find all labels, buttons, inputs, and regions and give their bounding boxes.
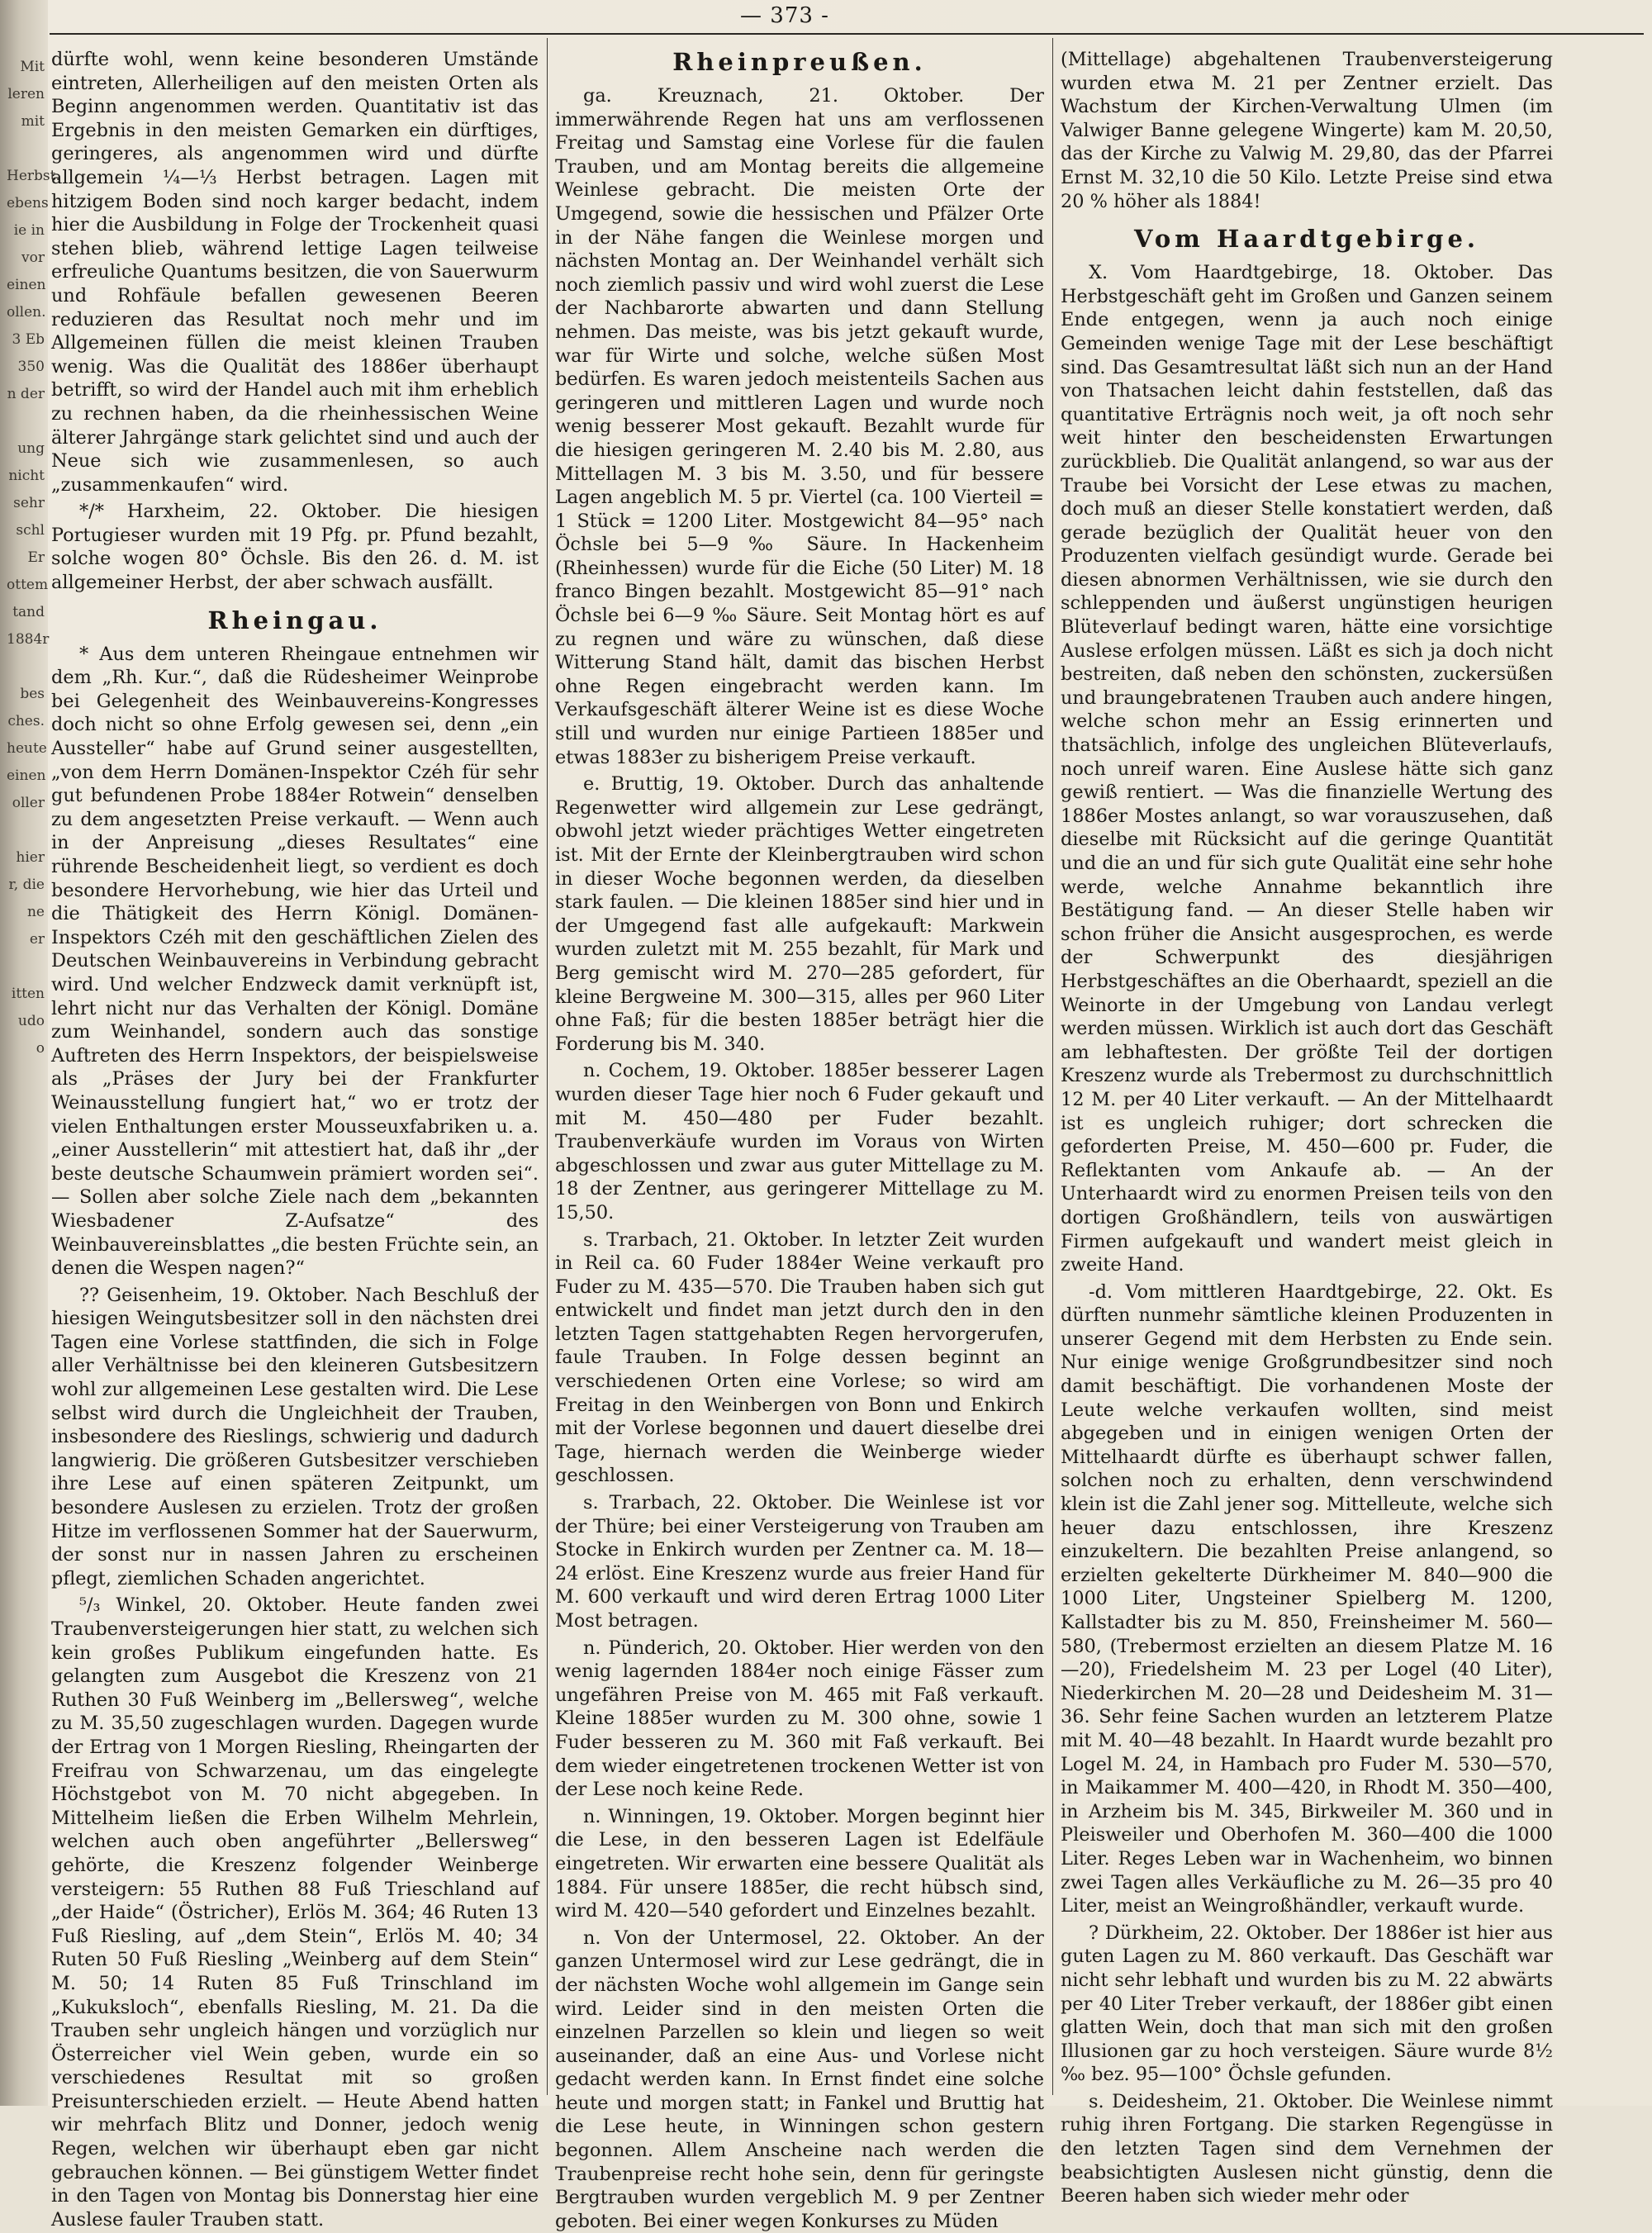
gutter-fragment: schl [16, 522, 45, 539]
article-paragraph: * Aus dem unteren Rheingaue entnehmen wir dem „Rh. Kur.“, daß die Rüdesheimer Weinprobe bei Gelegenheit des Weinbauvereins-Kongresses doch nicht so ohne Erfolg gewesen sei, denn „ein Aussteller“ habe auf Grund seiner ausgestellten, „von dem Herrn Domänen-Inspektor Czéh für sehr gut befundenen Probe 1884er Rotwein“ denselben zu dem angesetzten Preise verkauft. — Wenn auch in der Anpreisung „dieses Resultates“ eine rührende Bescheidenheit liegt, so verdient es doch besondere Hervorhebung, wie hier das Urteil und die Thätigkeit des Herrn Königl. Domänen-Inspektors Czéh mit den geschäftlichen Zielen des Deutschen Weinbauvereins in Verbindung gebracht wird. Und welcher Endzweck damit verknüpft ist, lehrt nicht nur das Verhalten der Königl. Domäne zum Weinhandel, sondern auch das sonstige Auftreten des Herrn Inspektors, der beispielsweise als „Präses der Jury bei der Frankfurter Weinausstellung fungiert hat,“ wo er trotz der vielen Enthaltungen erster Mousseuxfabriken u. a. „einer Ausstellerin“ mit attestiert hat, daß ihr „der beste deutsche Schaumwein prämiert worden sei“. — Sollen aber solche Ziele nach dem „bekannten Wiesbadener Z-Aufsatze“ des Weinbauvereinsblattes „die besten Früchte sein, an denen die Wespen nagen?“ [51, 643, 539, 1280]
gutter-fragment: Mit [20, 59, 45, 75]
gutter-fragment: 1884r [7, 631, 50, 648]
adjacent-page-edge [0, 0, 60, 2106]
gutter-fragment: vor [21, 249, 45, 266]
gutter-fragment [7, 821, 45, 839]
article-paragraph: s. Trarbach, 22. Oktober. Die Weinlese ist vor der Thüre; bei einer Versteigerung von Trauben am Stocke in Enkirch wurden per Zentner ca. M. 18—24 erlöst. Eine Kreszenz wurde aus freier Hand für M. 600 verkauft und wird deren Ertrag 1000 Liter Most betragen. [555, 1492, 1044, 1632]
gutter-fragment: nicht [8, 468, 45, 484]
gutter-fragment: tand [12, 604, 45, 620]
gutter-fragment: o [36, 1040, 45, 1057]
section-heading: Rheingau. [207, 606, 382, 634]
gutter-fragment: heute [7, 740, 47, 757]
gutter-fragment: n der [7, 386, 45, 402]
gutter-fragment: ollen. [7, 304, 46, 321]
article-paragraph: */* Harxheim, 22. Oktober. Die hiesigen Portugieser wurden mit 19 Pfg. pr. Pfund bezahlt, solche wogen 80° Öchsle. Bis den 26. d. M. ist allgemeiner Herbst, der aber schwach ausfällt. [51, 501, 539, 594]
gutter-fragment [7, 658, 45, 676]
gutter-fragment: r, die [8, 877, 45, 893]
article-paragraph: X. Vom Haardtgebirge, 18. Oktober. Das Herbstgeschäft geht im Großen und Ganzen seinem Ende entgegen, wenn ja auch noch einige Gemeinden wenige Tage mit der Lese beschäftigt sind. Das Gesamtresultat läßt sich nun an der Hand von Thatsachen leicht dahin feststellen, daß das quantitative Erträgnis noch weit, ja oft noch sehr weit hinter den bescheidensten Erwartungen zurückblieb. Die Qualität anlangend, so war aus der Traube bei Vorsicht der Lese etwas zu machen, doch muß an dieser Stelle konstatiert werden, daß gerade bezüglich der Qualität heuer von den Produzenten vielfach gesündigt wurde. Gerade bei diesen abnormen Verhältnissen, wie sie durch den schleppenden und äußerst ungünstigen heurigen Blüteverlauf bedingt waren, hätte eine vorsichtige Auslese erfolgen müssen. Läßt es sich ja doch nicht bestreiten, daß neben den schönsten, zuckersüßen und braungebratenen Trauben auch andere hingen, welche schon mehr an Essig erinnerten und thatsächlich, infolge des ungleichen Blüteverlaufs, noch unreif waren. Eine Auslese hätte sich ganz gewiß rentiert. — Was die finanzielle Wertung des 1886er Mostes anlangt, so war vorauszusehen, daß dieselbe mit Rücksicht auf die geringe Quantität und die an und für sich gute Qualität eine sehr hohe werde, welche Annahme bekanntlich ihre Bestätigung fand. — An dieser Stelle haben wir schon früher die Ansicht ausgesprochen, es werde der Schwerpunkt des diesjährigen Herbstgeschäftes an die Oberhaardt, speziell an die Weinorte in der Umgebung von Landau verlegt werden müssen. Wirklich ist auch dort das Geschäft am lebhaftesten. Der größte Teil der dortigen Kreszenz wurde als Trebermost zu durchschnittlich 12 M. per 40 Liter verkauft. — An der Mittelhaardt ist es ungleich ruhiger; dort schrecken die geforderten Preise, M. 450—600 pr. Fuder, die Reflektanten vom Ankaufe ab. — An der Unterhaardt wird zu enormen Preisen teils von den dortigen Großhändlern, teils von auswärtigen Firmen aufgekauft und wandert meist gleich in zweite Hand. [1061, 262, 1553, 1276]
gutter-fragment: einen [7, 277, 46, 293]
column-divider [547, 38, 548, 2095]
article-paragraph: n. Cochem, 19. Oktober. 1885er besserer Lagen wurden dieser Tage hier noch 6 Fuder gekauft und mit M. 450—480 per Fuder bezahlt. Traubenverkäufe wurden im Voraus von Wirten abgeschlossen und zwar aus guter Mittellage zu M. 18 der Zentner, aus geringerer Mittellage zu M. 15,50. [555, 1060, 1044, 1223]
gutter-fragment [7, 140, 45, 158]
gutter-fragment: Er [27, 549, 45, 566]
gutter-fragment: itten [11, 986, 45, 1002]
gutter-fragment [7, 412, 45, 430]
gutter-fragment: 350 [17, 359, 45, 375]
gutter-fragment: sehr [13, 495, 45, 511]
article-paragraph: s. Trarbach, 21. Oktober. In letzter Zeit wurden in Reil ca. 60 Fuder 1884er Weine verkauft pro Fuder zu M. 435—570. Die Trauben haben sich gut entwickelt und findet man jetzt durch den in den letzten Tagen stattgehabten Regen hervorgerufen, faule Trauben. In Folge dessen beginnt an verschiedenen Orten eine Vorlese; so wird am Freitag in den Weinbergen von Bonn und Enkirch mit der Vorlese begonnen und dauert dieselbe drei Tage, hiernach werden die Weinberge wieder geschlossen. [555, 1228, 1044, 1487]
article-paragraph: e. Bruttig, 19. Oktober. Durch das anhaltende Regenwetter wird allgemein zur Lese gedrängt, obwohl jetzt wieder prächtiges Wetter eingetreten ist. Mit der Ernte der Kleinbergtrauben wird schon in dieser Woche begonnen werden, da dieselben stark faulen. — Die kleinen 1885er sind hier und in der Umgegend fast alle aufgekauft: Markwein wurden zuletzt mit M. 255 bezahlt, für Mark und Berg gemischt wird M. 270—285 gefordert, für kleine Bergweine M. 300—315, alles per 960 Liter ohne Faß; für die besten 1885er beträgt hier die Forderung bis M. 340. [555, 773, 1044, 1055]
section-heading: Vom Haardtgebirge. [1133, 225, 1480, 254]
article-paragraph: dürfte wohl, wenn keine besonderen Umstände eintreten, Allerheiligen auf den meisten Orten als Beginn angenommen werden. Quantitativ ist das Ergebnis in den meisten Gemarken ein dürftiges, geringeres, als angenommen wird und dürfte allgemein ¼—⅓ Herbst betragen. Lagen mit hitzigem Boden sind noch karger bedacht, indem hier die Ausbildung in Folge der Trockenheit quasi stehen blieb, während lettige Lagen teilweise erfreuliche Quantums besitzen, die von Sauerwurm und Rohfäule befallen gewesenen Beeren reduzieren das Resultat noch mehr und im Allgemeinen füllen die meist kleinen Trauben wenig. Was die Qualität des 1886er überhaupt betrifft, so wird der Handel auch mit ihm erheblich zu rechnen haben, da die rheinhessischen Weine älterer Jahrgänge stark gelichtet sind und auch der Neue sich wie zusammenlesen, so auch „zusammenkaufen“ wird. [51, 49, 539, 496]
gutter-fragment [7, 1094, 45, 1112]
column-2 [555, 48, 1044, 2232]
gutter-fragment: ebens [7, 195, 49, 211]
gutter-fragment: er [29, 931, 45, 948]
column-divider [1052, 38, 1053, 2095]
page-number: — 373 - [740, 3, 829, 28]
gutter-fragment: bes [20, 686, 45, 702]
article-paragraph: ga. Kreuznach, 21. Oktober. Der immerwährende Regen hat uns am verflossenen Freitag und Samstag eine Vorlese für die faulen Trauben, und am Montag bereits die allgemeine Weinlese gebracht. Die meisten Orte der Umgegend, sowie die hessischen und Pfälzer Orte in der Nähe fangen die Weinlese morgen und nächsten Montag an. Der Weinhandel verhält sich noch ziemlich passiv und wird wohl zuerst die Lese der Nachbarorte abwarten und dann Stellung nehmen. Das meiste, was bis jetzt gekauft wurde, war für Wirte und solche, welche süßen Most bedürfen. Es waren jedoch meistenteils Sachen aus geringeren und mittleren Lagen und wurde noch wenig besserer Most gekauft. Bezahlt wurde für die hiesigen geringeren M. 2.40 bis M. 2.80, aus Mittellagen M. 3 bis M. 3.50, und für bessere Lagen angeblich M. 5 pr. Viertel (ca. 100 Vierteil = 1 Stück = 1200 Liter. Mostgewicht 84—95° nach Öchsle bei 5—9 ‰ Säure. In Hackenheim (Rheinhessen) wurde für die Eiche (50 Liter) M. 18 franco Bingen bezahlt. Mostgewicht 85—91° nach Öchsle bei 6—9 ‰ Säure. Seit Montag hört es auf zu regnen und wäre zu wünschen, daß diese Witterung Stand hält, damit das bischen Herbst ohne Regen eingebracht werden kann. Im Verkaufsgeschäft älterer Weine ist es diese Woche still und wurden nur einige Partieen 1885er und etwas 1883er zu bisherigem Preise verkauft. [555, 85, 1044, 768]
article-paragraph: ? Dürkheim, 22. Oktober. Der 1886er ist hier aus guten Lagen zu M. 860 verkauft. Das Geschäft war nicht sehr lebhaft und wurden bis zu M. 22 abwärts per 40 Liter Treber verkauft, der 1886er gibt einen glatten Wein, doch that man sich mit den großen Illusionen gar zu hoch versteigen. Säure wurde 8½ ‰ bez. 95—100° Öchsle gefunden. [1061, 1922, 1553, 2086]
gutter-fragment: leren [7, 86, 45, 102]
article-paragraph: n. Pünderich, 20. Oktober. Hier werden von den wenig lagernden 1884er noch einige Fässer zum ungefähren Preise von M. 465 mit Faß verkauft. Kleine 1885er wurden zu M. 300 ohne, sowie 1 Fuder besseren zu M. 360 mit Faß verkauft. Bei dem wieder eingetretenen trockenen Wetter ist von der Lese noch keine Rede. [555, 1637, 1044, 1801]
column-3 [1061, 48, 1553, 2207]
gutter-fragment: ottem [7, 577, 49, 593]
gutter-fragment: 3 Eb [12, 331, 45, 348]
gutter-fragment: udo [17, 1013, 45, 1029]
gutter-fragment: ung [17, 440, 45, 457]
article-paragraph: ?? Geisenheim, 19. Oktober. Nach Beschluß der hiesigen Weingutsbesitzer soll in den nächsten drei Tagen eine Vorlese stattfinden, die sich in Folge aller Verhältnisse bei den kleineren Gutsbesitzern wohl zur allgemeinen Lese gestalten wird. Die Lese selbst wird durch die Ungleichheit der Trauben, insbesondere des Rieslings, schwierig und dadurch langwierig. Die größeren Gutsbesitzer verschieben ihre Lese auf einen späteren Zeitpunkt, um besondere Auslesen zu erzielen. Trotz der großen Hitze im verflossenen Sommer hat der Sauerwurm, der sonst nur in nassen Jahren zu erscheinen pflegt, ziemlichen Schaden angerichtet. [51, 1284, 539, 1589]
article-paragraph: s. Deidesheim, 21. Oktober. Die Weinlese nimmt ruhig ihren Fortgang. Die starken Regengüsse in den letzten Tagen sind dem Vernehmen der beabsichtigten Auslesen nicht günstig, denn die Beeren haben sich wieder mehr oder [1061, 2090, 1553, 2207]
gutter-fragment: einen [7, 767, 46, 784]
article-paragraph: n. Von der Untermosel, 22. Oktober. An der ganzen Untermosel wird zur Lese gedrängt, die in der nächsten Woche wohl allgemein im Gange sein wird. Leider sind in den meisten Orten die einzelnen Parzellen so klein und liegen so weit auseinander, daß an eine Aus- und Vorlese nicht gedacht werden kann. In Ernst findet eine solche heute und morgen statt; in Fankel und Bruttig hat die Lese heute, in Winningen schon gestern begonnen. Allem Anscheine nach werden die Traubenpreise recht hohe sein, denn für geringste Bergtrauben wurden vergeblich M. 9 per Zentner geboten. Bei einer wegen Konkurses zu Müden [555, 1927, 1044, 2232]
gutter-fragment: ie in [13, 222, 45, 239]
column-1 [51, 48, 539, 2231]
gutter-fragment: ches. [7, 713, 45, 729]
section-heading: Rheinpreußen. [672, 48, 927, 76]
gutter-fragment: oller [12, 795, 45, 811]
gutter-fragment: mit [21, 113, 45, 130]
gutter-fragment: Herbst. [7, 168, 60, 184]
gutter-fragment [7, 957, 45, 976]
article-paragraph: -d. Vom mittleren Haardtgebirge, 22. Okt. Es dürften nunmehr sämtliche kleinen Produzenten in unserer Gegend mit dem Herbsten zu Ende sein. Nur einige wenige Großgrundbesitzer sind noch damit beschäftigt. Die vorhandenen Moste der Leute welche verkaufen wollten, sind meist abgegeben und in einigen wenigen Orten der Mittelhaardt dürfte es überhaupt schwer fallen, solchen noch zu erhalten, denn verschwindend klein ist die Zahl jener sog. Mittelleute, welche sich heuer dazu entschlossen, ihre Kreszenz einzukeltern. Die bezahlten Preise anlangend, so erzielten gekelterte Dürkheimer M. 840—900 die 1000 Liter, Ungsteiner Spielberg M. 1200, Kallstadter bis zu M. 850, Freinsheimer M. 560—580, (Trebermost erzielten an diesem Platze M. 16—20), Friedelsheim M. 23 per Logel (40 Liter), Niederkirchen M. 20—28 und Deidesheim M. 31—36. Sehr feine Sachen wurden an letzterem Platze mit M. 40—48 bezahlt. In Haardt wurde bezahlt pro Logel M. 24, in Hambach pro Fuder M. 530—570, in Maikammer M. 400—420, in Rhodt M. 350—400, in Arzheim bis M. 345, Birkweiler M. 360 und in Pleisweiler und Oberhofen M. 360—400 die 1000 Liter. Reges Leben war in Wachenheim, wo binnen zwei Tagen alles Verkäufliche zu M. 26—35 pro 40 Liter, meist an Weingroßhändler, verkauft wurde. [1061, 1280, 1553, 1917]
article-paragraph: ⁵/₃ Winkel, 20. Oktober. Heute fanden zwei Traubenversteigerungen hier statt, zu welchen sich kein großes Publikum eingefunden hatte. Es gelangten zum Ausgebot die Kreszenz von 21 Ruthen 30 Fuß Weinberg im „Bellersweg“, welche zu M. 35,50 zugeschlagen wurden. Dagegen wurde der Ertrag von 1 Morgen Riesling, Rheingarten der Freifrau von Schwarzenau, um das eingelegte Höchstgebot von M. 70 nicht abgegeben. In Mittelheim ließen die Erben Wilhelm Mehrlein, welchen auch oben angeführter „Bellersweg“ gehörte, die Kreszenz folgender Weinberge versteigern: 55 Ruthen 88 Fuß Trieschland auf „der Haide“ (Östricher), Erlös M. 364; 46 Ruten 13 Fuß Riesling, auf „dem Stein“, Erlös M. 40; 34 Ruten 50 Fuß Riesling „Weinberg auf dem Stein“ M. 50; 14 Ruten 85 Fuß Trinschland im „Kukuksloch“, ebenfalls Riesling, M. 21. Da die Trauben sehr ungleich hängen und vorzüglich nur Österreicher viel Wein geben, wurde ein so verschiedenes Resultat mit so großen Preisunterschieden erzielt. — Heute Abend hatten wir mehrfach Blitz und Donner, jedoch wenig Regen, welchen wir überhaupt eben gar nicht gebrauchen können. — Bei günstigem Wetter findet in den Tagen von Montag bis Donnerstag hier eine Auslese fauler Trauben statt. [51, 1594, 539, 2231]
gutter-fragment: hier [16, 849, 45, 866]
gutter-fragment [7, 1067, 45, 1085]
article-paragraph: (Mittellage) abgehaltenen Traubenversteigerung wurden etwa M. 21 per Zentner erzielt. Das Wachstum der Kirchen-Verwaltung Ulmen (im Valwiger Banne gelegene Wingerte) kam M. 20,50, das der Kirche zu Valwig M. 29,80, das der Pfarrei Ernst M. 32,10 die 50 Kilo. Letzte Preise sind etwa 20 % höher als 1884! [1061, 49, 1553, 212]
gutter-fragment: ne [26, 904, 45, 920]
article-paragraph: n. Winningen, 19. Oktober. Morgen beginnt hier die Lese, in den besseren Lagen ist Edelfäule eingetreten. Wir erwarten eine bessere Qualität als 1884. Für unsere 1885er, die recht hübsch sind, wird M. 420—540 gefordert und Einzelnes bezahlt. [555, 1805, 1044, 1922]
header-rule [50, 33, 1644, 35]
